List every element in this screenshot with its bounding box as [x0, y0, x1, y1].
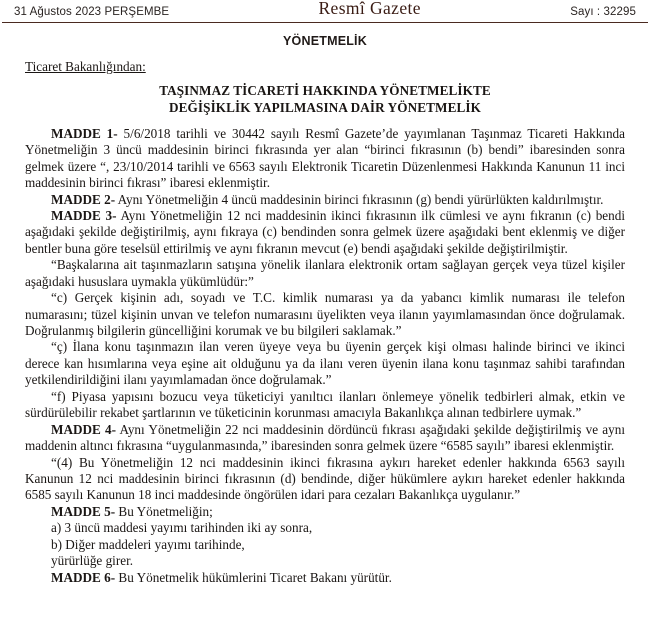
- article-paragraph: [25, 192, 625, 208]
- quoted-paragraph: “c) Gerçek kişinin adı, soyadı ve T.C. kimlik numarası ya da yabancı kimlik numarası ile telefon numarasını; tüzel kişinin unvan ve telefon numarasını üyelikten veya ilanın yayımlamasından önce doğrulamak. Doğrulanmış bilgilerin güncelliğini korumak ve bu bilgileri saklamak.”: [25, 290, 625, 339]
- quoted-paragraph: “(4) Bu Yönetmeliğin 12 nci maddesinin ikinci fıkrasına aykırı hareket edenler hakkında 6563 sayılı Kanunun 12 nci maddesinin birinci fıkrasının (d) bendinde, diğer hükümlere aykırı hareket edenler hakkında 6585 sayılı Kanunun 18 inci maddesinde öngörülen idari para cezaları Bakanlıkça uygulanır.”: [25, 454, 625, 503]
- article-list-item: a) 3 üncü maddesi yayımı tarihinden iki ay sonra,: [51, 520, 313, 536]
- article-text: Aynı Yönetmeliğin 4 üncü maddesinin birinci fıkrasının (g) bendi yürürlükten kaldırılmıştır.: [115, 191, 604, 207]
- article-paragraph: [25, 570, 625, 586]
- document-title: [25, 83, 625, 117]
- section-heading: YÖNETMELİK: [283, 34, 367, 48]
- issuer-line: [25, 48, 625, 76]
- article-text: Aynı Yönetmeliğin 12 nci maddesinin ikinci fıkrasının ilk cümlesi ve aynı fıkranın (c) bendi aşağıdaki şekilde değiştirilmiş, aynı fıkraya (c) bendinden sonra gelmek üzere aşağıdaki bent eklenmiş ve diğer bentler buna göre teselsül ettirilmiş ve aynı fıkranın mevcut (e) bendi aşağıdaki şekilde değiştirilmiştir.: [25, 207, 626, 256]
- document-title-line-1: TAŞINMAZ TİCARETİ HAKKINDA YÖNETMELİKTE: [159, 83, 491, 98]
- masthead: [0, 0, 650, 20]
- document-body: [0, 48, 650, 586]
- document-title-line-2: DEĞİŞİKLİK YAPILMASINA DAİR YÖNETMELİK: [169, 99, 481, 115]
- masthead-title: Resmî Gazete: [318, 0, 421, 18]
- article-text: Aynı Yönetmeliğin 22 nci maddesinin dördüncü fıkrası aşağıdaki şekilde değiştirilmiş ve aynı maddenin altıncı fıkrasına “uygulanmasında,” ibaresinden sonra gelmek üzere “6585 sayılı” ibaresi eklenmiştir.: [25, 421, 625, 454]
- quoted-paragraph: “f) Piyasa yapısını bozucu veya tüketiciyi yanıltıcı ilanları önlemeye yönelik tedbirleri almak, etkin ve sürdürülebilir rekabet şartlarının ve tüketicinin korunması amacıyla Bakanlıkça alınan tedbirlere uymak.”: [25, 388, 625, 421]
- masthead-divider: [2, 22, 648, 23]
- article-label: MADDE 1-: [51, 125, 118, 141]
- issuer-label: Ticaret Bakanlığından:: [25, 59, 146, 74]
- article-paragraph: [25, 126, 625, 192]
- article-label: MADDE 6-: [51, 569, 116, 585]
- article-label: MADDE 2-: [51, 191, 116, 207]
- article-label: MADDE 4-: [51, 421, 117, 437]
- article-paragraph: [25, 422, 625, 455]
- masthead-issue-number: Sayı : 32295: [570, 6, 636, 18]
- article-label: MADDE 3-: [51, 207, 117, 223]
- masthead-date: 31 Ağustos 2023 PERŞEMBE: [14, 6, 170, 18]
- article-text: Bu Yönetmeliğin;: [115, 503, 213, 519]
- article-closing-line: yürürlüğe girer.: [51, 553, 134, 569]
- article-text: Bu Yönetmelik hükümlerini Ticaret Bakanı yürütür.: [115, 569, 392, 585]
- quoted-paragraph: “Başkalarına ait taşınmazların satışına yönelik ilanlara elektronik ortam sağlayan gerçek veya tüzel kişiler aşağıdaki hususlara uymakla yükümlüdür:”: [25, 257, 625, 289]
- article-text: 5/6/2018 tarihli ve 30442 sayılı Resmî Gazete’de yayımlanan Taşınmaz Ticareti Hakkında Yönetmeliğin 3 üncü maddesinin birinci fıkrasında yer alan “birinci fıkrasının (b) bendi” ibaresinden sonra gelmek üzere “, 23/10/2014 tarihli ve 6563 sayılı Elektronik Ticaretin Düzenlenmesi Hakkında Kanunun 11 inci maddesinin birinci fıkrası” ibaresi eklenmiştir.: [25, 125, 625, 191]
- quoted-paragraph: “ç) İlana konu taşınmazın ilan veren üyeye veya bu üyenin gerçek kişi olması halinde birinci ve ikinci derece kan hısımlarına veya eşine ait olduğunu ya da ilanı veren üyenin ilana konu taşınmaz sahibi tarafından yetkilendirildiğini ilanı yayımlamadan önce doğrulamak.”: [25, 339, 625, 388]
- article-label: MADDE 5-: [51, 503, 116, 519]
- article-paragraph: [25, 208, 625, 257]
- article-paragraph: [25, 504, 625, 520]
- article-list-item: b) Diğer maddeleri yayımı tarihinde,: [51, 536, 245, 552]
